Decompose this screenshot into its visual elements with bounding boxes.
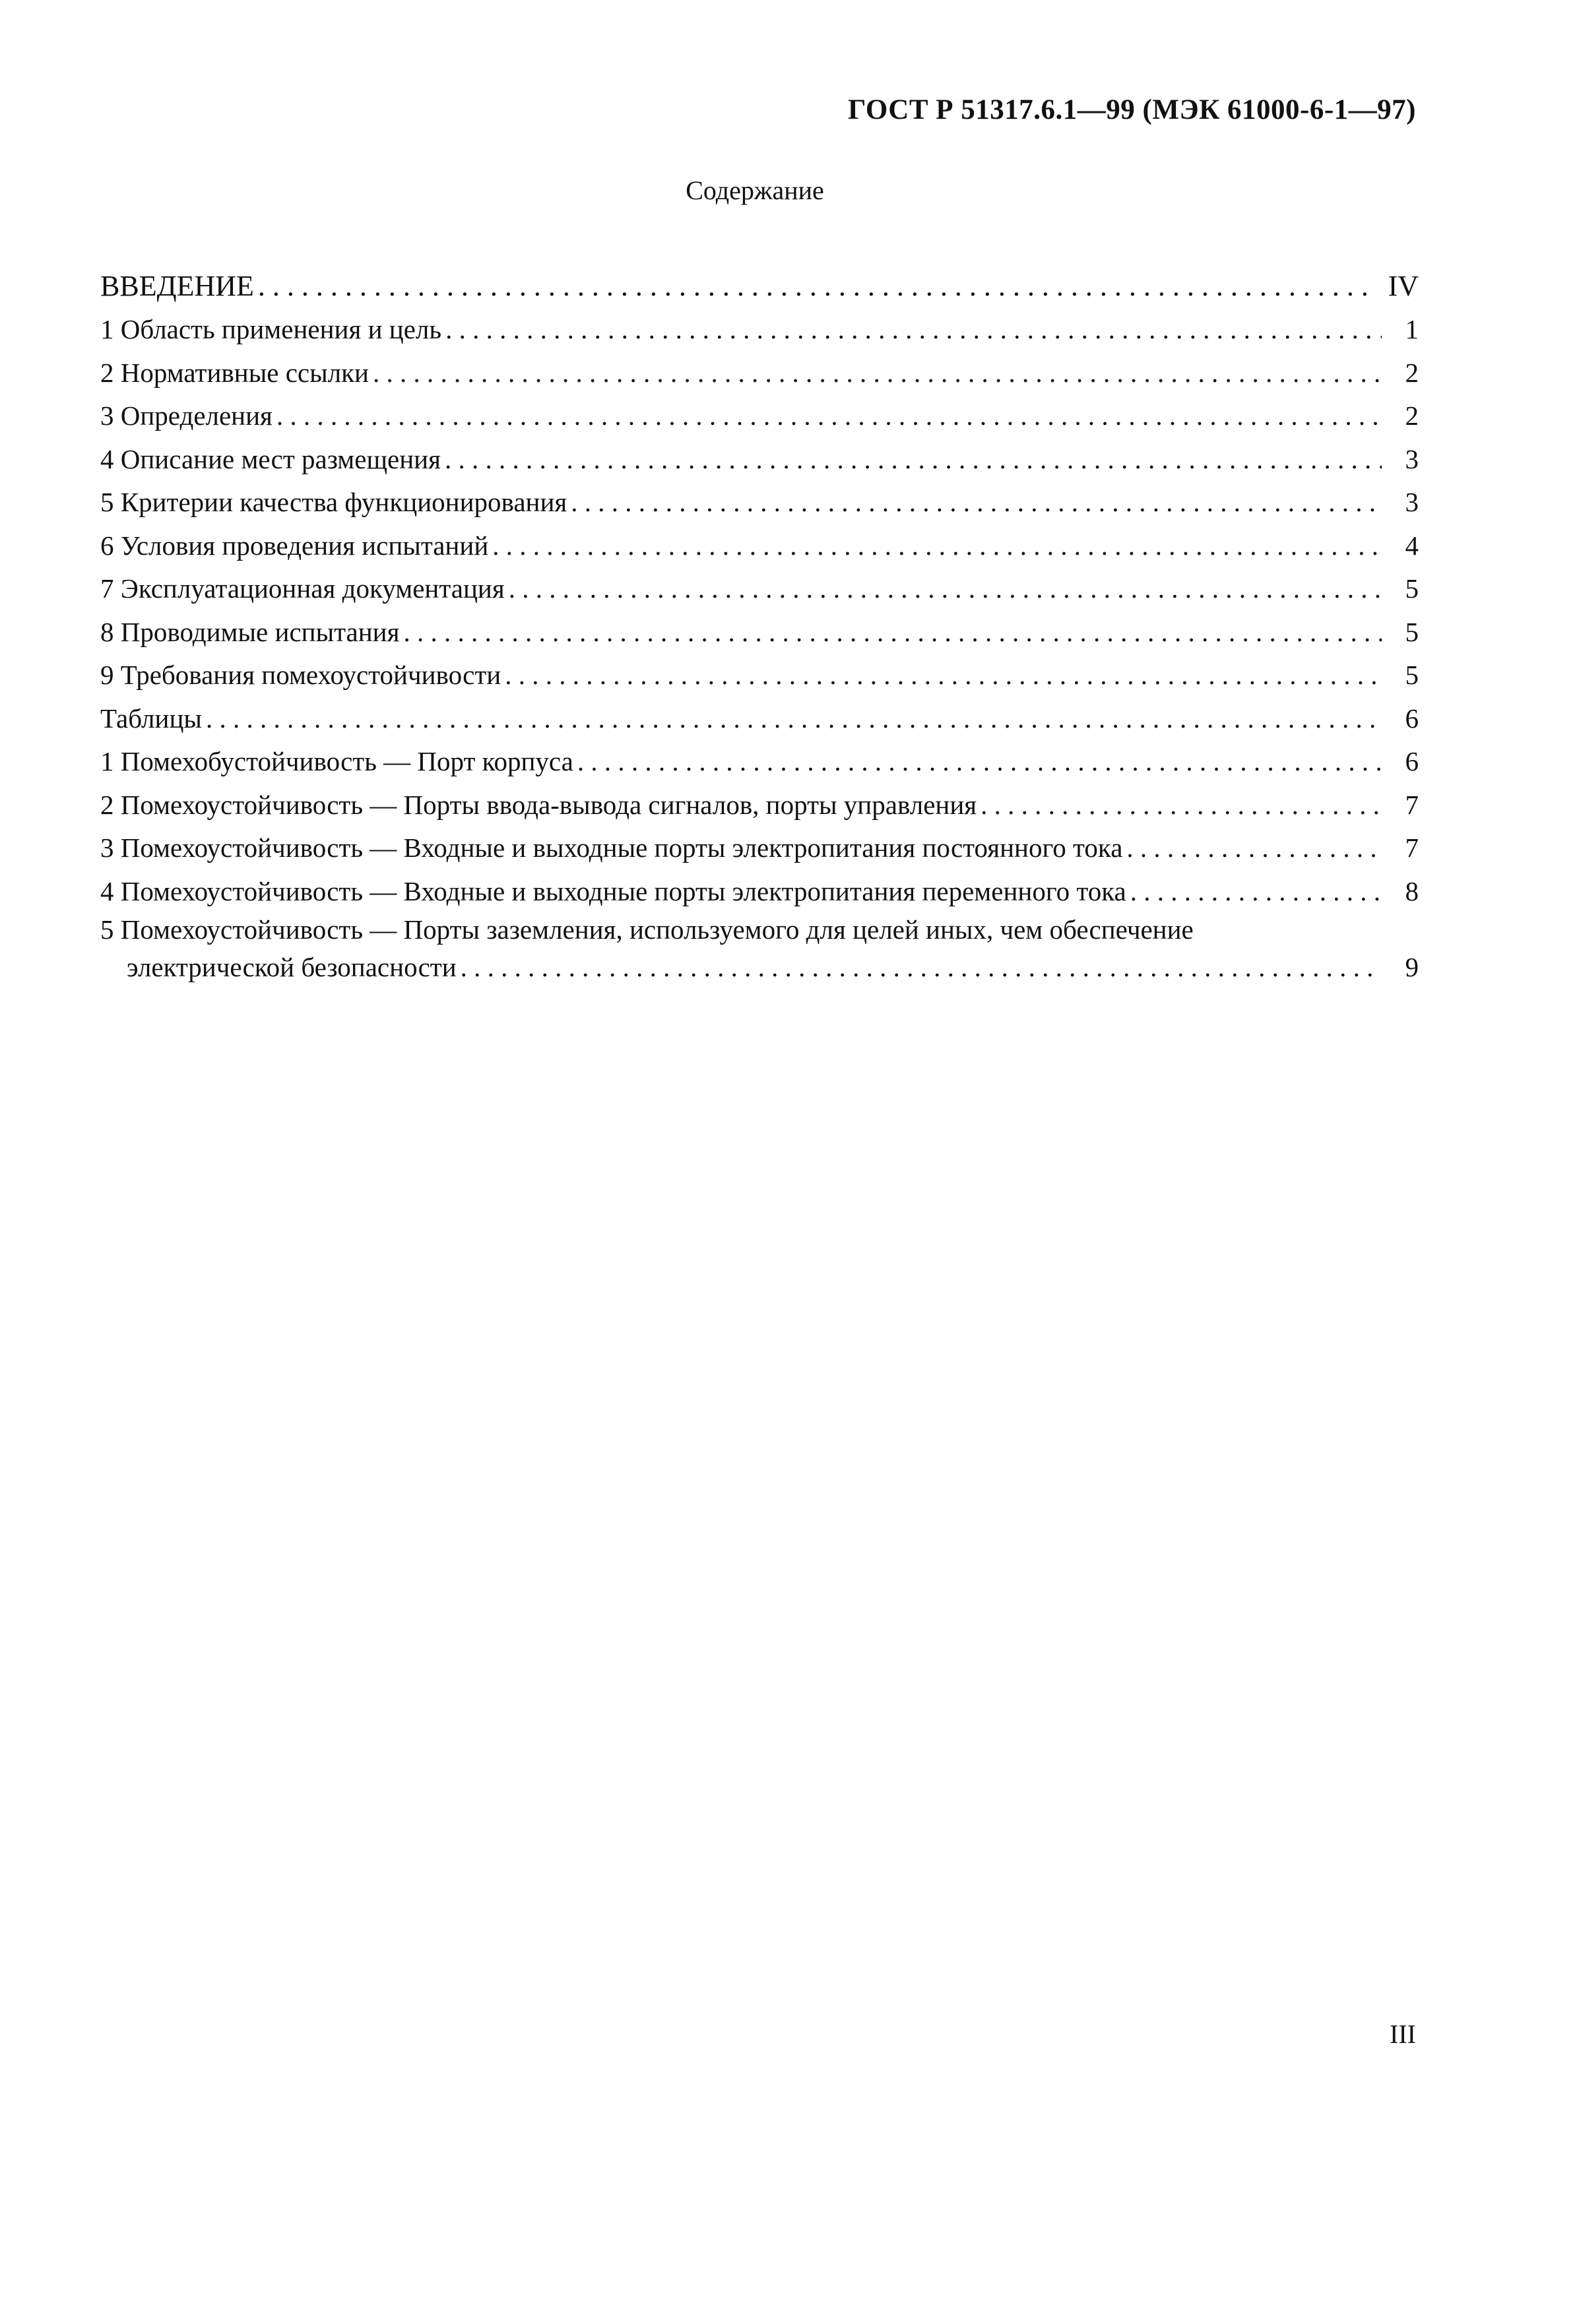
toc-entry-second-line bbox=[100, 949, 1419, 986]
toc-leader-dots bbox=[571, 486, 1382, 518]
toc-entry[interactable] bbox=[100, 431, 1419, 475]
toc-entry-page: 1 bbox=[1405, 314, 1419, 344]
toc-entry-label-line1: 5 Помехоустойчивость — Порты заземления, используемого для целей иных, чем обеспечение bbox=[100, 914, 1194, 945]
toc-entry[interactable] bbox=[100, 691, 1419, 734]
toc-entry-label-line2: электрической безопасности bbox=[127, 951, 457, 982]
toc-entry-page: 3 bbox=[1405, 487, 1419, 517]
toc-entry-page: 8 bbox=[1405, 875, 1419, 906]
toc-entry-page: 3 bbox=[1405, 443, 1419, 474]
toc-entry-page: 2 bbox=[1405, 400, 1419, 431]
toc-entry[interactable] bbox=[100, 389, 1419, 432]
toc-entry-page: 4 bbox=[1405, 530, 1419, 561]
toc-entry-page: IV bbox=[1388, 269, 1419, 302]
toc-entry-page: 6 bbox=[1405, 746, 1419, 776]
toc-entry-label: 1 Область применения и цель bbox=[100, 314, 442, 344]
table-of-contents bbox=[100, 259, 1419, 986]
toc-leader-dots bbox=[276, 400, 1382, 431]
toc-title: Содержание bbox=[686, 175, 824, 205]
toc-leader-dots bbox=[445, 313, 1382, 345]
toc-entry[interactable] bbox=[100, 777, 1419, 821]
toc-entry-label: 2 Помехоустойчивость — Порты ввода-вывода сигналов, порты управления bbox=[100, 789, 977, 820]
toc-leader-dots bbox=[206, 703, 1382, 734]
toc-entry-label: Таблицы bbox=[100, 703, 202, 734]
toc-entry-label: 3 Помехоустойчивость — Входные и выходные порты электропитания постоянного тока bbox=[100, 832, 1123, 863]
toc-entry-label: 4 Описание мест размещения bbox=[100, 443, 441, 474]
toc-leader-dots bbox=[403, 616, 1382, 648]
toc-entry-page: 6 bbox=[1405, 703, 1419, 734]
toc-entry[interactable] bbox=[100, 561, 1419, 605]
toc-leader-dots bbox=[461, 949, 1382, 986]
toc-entry-label: 1 Помехобустойчивость — Порт корпуса bbox=[100, 746, 573, 776]
toc-leader-dots bbox=[258, 270, 1374, 302]
toc-leader-dots bbox=[1126, 832, 1382, 864]
toc-entry-label: 9 Требования помехоустойчивости bbox=[100, 660, 501, 690]
toc-entry-page: 7 bbox=[1405, 832, 1419, 863]
toc-leader-dots bbox=[373, 357, 1382, 389]
toc-entry[interactable] bbox=[100, 864, 1419, 907]
toc-entry[interactable] bbox=[100, 259, 1419, 302]
toc-entry[interactable] bbox=[100, 302, 1419, 346]
toc-entry-label: 8 Проводимые испытания bbox=[100, 616, 400, 647]
toc-entry[interactable] bbox=[100, 734, 1419, 778]
toc-entry[interactable] bbox=[100, 821, 1419, 864]
toc-entry-page: 5 bbox=[1405, 660, 1419, 690]
toc-entry-label: 7 Эксплуатационная документация bbox=[100, 573, 505, 604]
toc-entry[interactable] bbox=[100, 345, 1419, 389]
toc-entry[interactable] bbox=[100, 475, 1419, 518]
toc-entry-label: ВВЕДЕНИЕ bbox=[100, 269, 254, 302]
toc-leader-dots bbox=[505, 659, 1382, 691]
toc-entry-page: 9 bbox=[1405, 951, 1419, 982]
toc-entry-label: 6 Условия проведения испытаний bbox=[100, 530, 489, 561]
toc-entry-page: 5 bbox=[1405, 616, 1419, 647]
toc-leader-dots bbox=[445, 443, 1382, 475]
toc-leader-dots bbox=[492, 530, 1382, 561]
toc-entry-page: 5 bbox=[1405, 573, 1419, 604]
toc-entry[interactable] bbox=[100, 648, 1419, 691]
toc-entry[interactable] bbox=[100, 518, 1419, 561]
toc-entry[interactable] bbox=[100, 604, 1419, 648]
toc-entry-label: 2 Нормативные ссылки bbox=[100, 357, 369, 388]
document-code-header: ГОСТ Р 51317.6.1—99 (МЭК 61000-6-1—97) bbox=[848, 94, 1416, 125]
toc-entry-label: 3 Определения bbox=[100, 400, 273, 431]
toc-entry-page: 7 bbox=[1405, 789, 1419, 820]
toc-leader-dots bbox=[509, 573, 1382, 604]
page-number: III bbox=[1390, 2019, 1416, 2049]
toc-entry-multiline[interactable] bbox=[100, 911, 1419, 986]
toc-entry-label: 4 Помехоустойчивость — Входные и выходные порты электропитания переменного тока bbox=[100, 875, 1126, 906]
toc-entry-label: 5 Критерии качества функционирования bbox=[100, 487, 567, 517]
toc-leader-dots bbox=[981, 789, 1382, 821]
toc-entry-page: 2 bbox=[1405, 357, 1419, 388]
toc-leader-dots bbox=[1130, 875, 1382, 907]
toc-leader-dots bbox=[577, 745, 1382, 777]
